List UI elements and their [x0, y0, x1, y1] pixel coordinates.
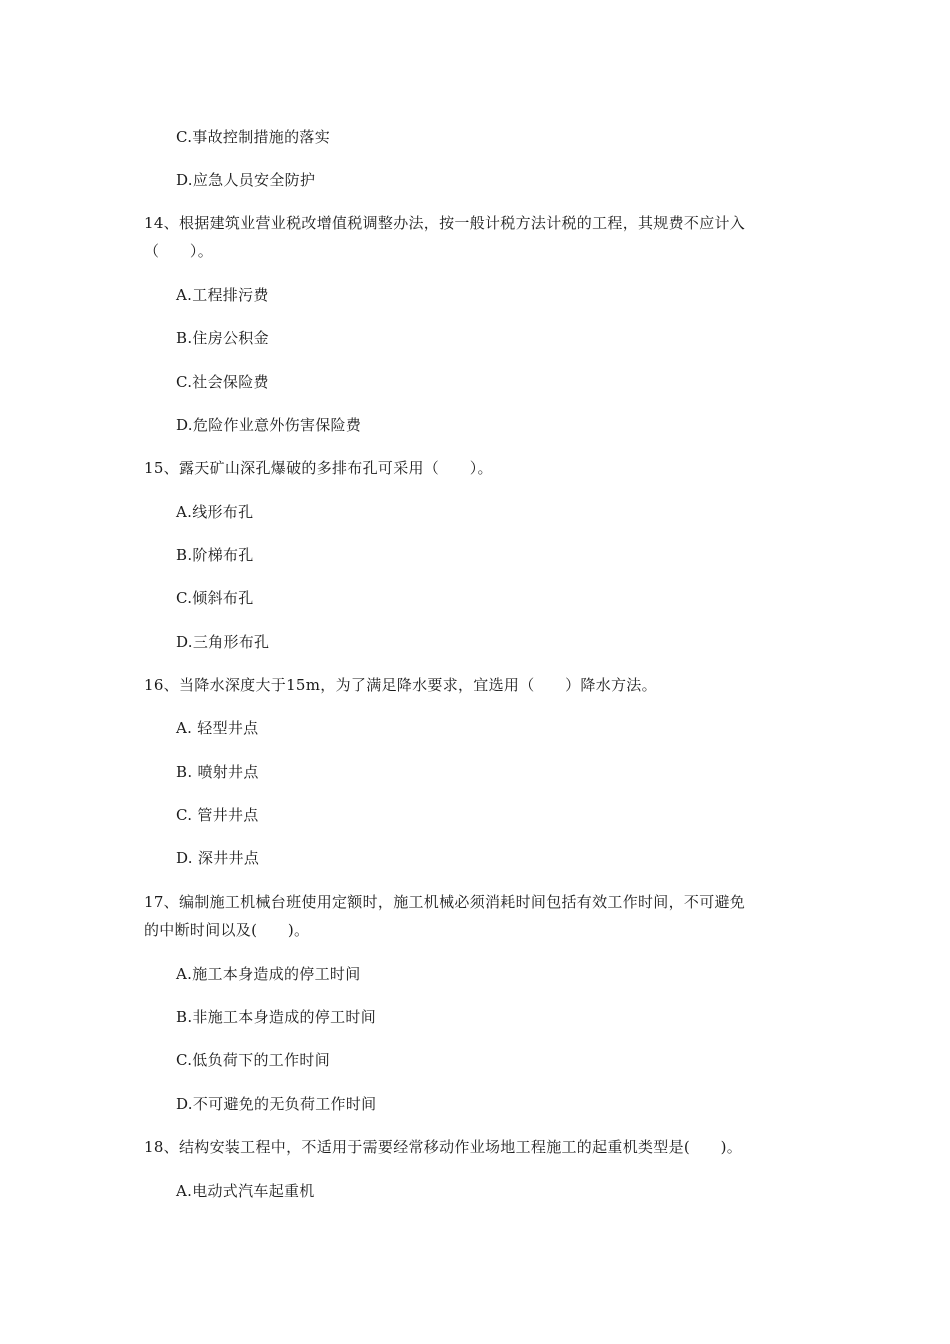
option-14b: B.住房公积金: [176, 329, 269, 347]
question-15: 15、露天矿山深孔爆破的多排布孔可采用（ ）。: [144, 459, 493, 477]
option-17c: C.低负荷下的工作时间: [176, 1051, 331, 1069]
question-17-line-2: 的中断时间以及( )。: [144, 921, 310, 939]
option-17a: A.施工本身造成的停工时间: [176, 965, 361, 983]
option-15d: D.三角形布孔: [176, 633, 270, 651]
option-16d: D. 深井井点: [176, 849, 260, 867]
option-15a: A.线形布孔: [176, 503, 254, 521]
option-13d: D.应急人员安全防护: [176, 171, 316, 189]
option-15b: B.阶梯布孔: [176, 546, 254, 564]
option-16c: C. 管井井点: [176, 806, 259, 824]
question-16: 16、当降水深度大于15m，为了满足降水要求，宜选用（ ）降水方法。: [144, 676, 657, 694]
question-18: 18、结构安装工程中，不适用于需要经常移动作业场地工程施工的起重机类型是( )。: [144, 1138, 743, 1156]
option-15c: C.倾斜布孔: [176, 589, 254, 607]
question-14-line-2: （ ）。: [144, 242, 214, 260]
option-13c: C.事故控制措施的落实: [176, 128, 331, 146]
option-16a: A. 轻型井点: [176, 719, 259, 737]
option-14d: D.危险作业意外伤害保险费: [176, 416, 362, 434]
question-14-line-1: 14、根据建筑业营业税改增值税调整办法，按一般计税方法计税的工程，其规费不应计入: [144, 214, 746, 232]
option-18a: A.电动式汽车起重机: [176, 1182, 315, 1200]
option-14a: A.工程排污费: [176, 286, 269, 304]
option-16b: B. 喷射井点: [176, 763, 259, 781]
option-17b: B.非施工本身造成的停工时间: [176, 1008, 376, 1026]
option-14c: C.社会保险费: [176, 373, 269, 391]
question-17-line-1: 17、编制施工机械台班使用定额时，施工机械必须消耗时间包括有效工作时间，不可避免: [144, 893, 746, 911]
option-17d: D.不可避免的无负荷工作时间: [176, 1095, 377, 1113]
